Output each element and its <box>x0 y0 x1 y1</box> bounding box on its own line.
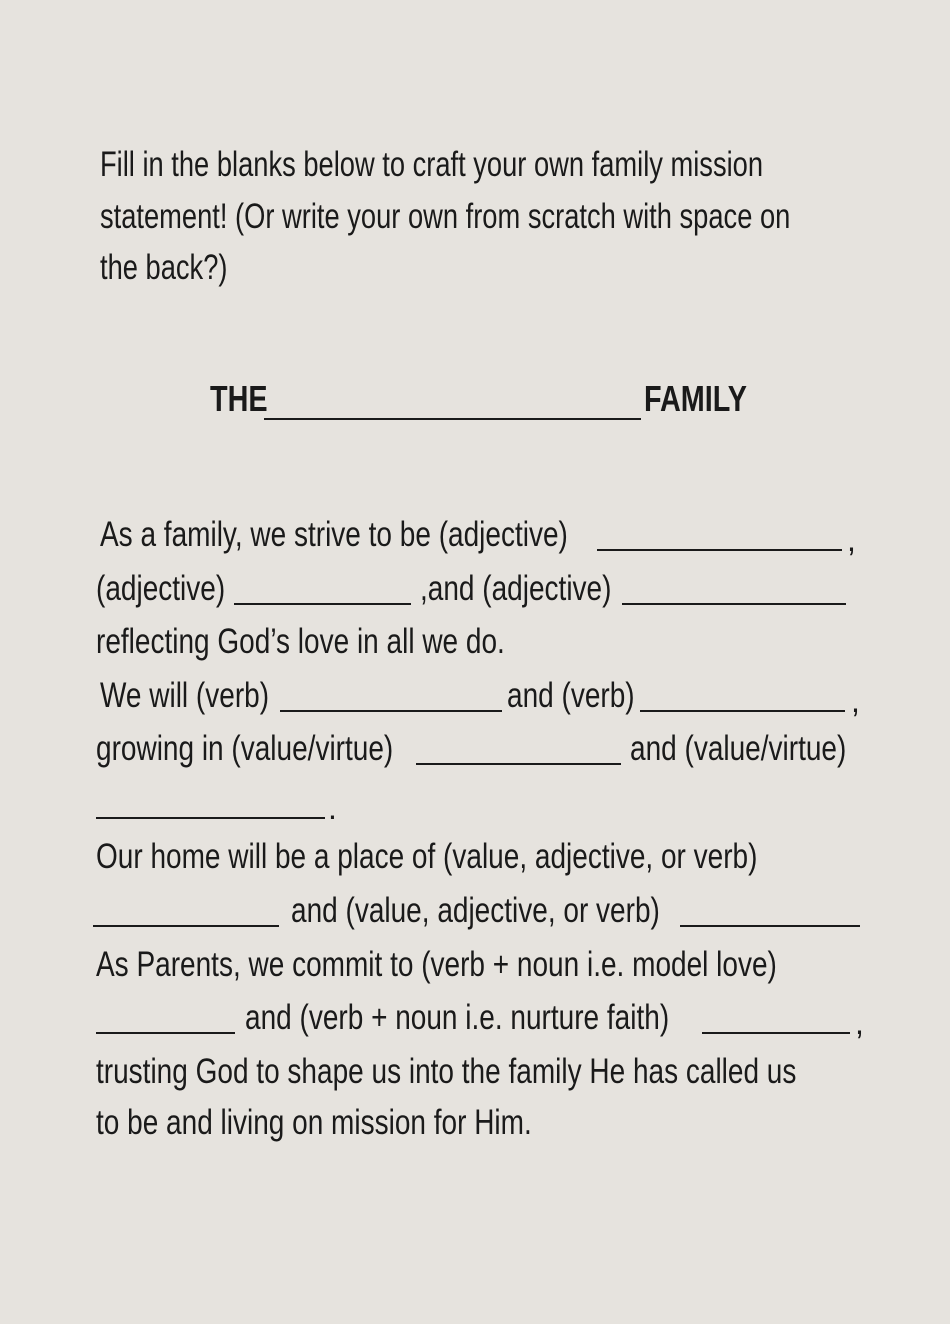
intro-instructions <box>100 139 950 294</box>
statement-line-8: and (value, adjective, or verb) <box>291 891 660 930</box>
statement-line-5a: growing in (value/virtue) <box>96 729 394 768</box>
statement-line-2a: (adjective) <box>96 569 226 608</box>
statement-line-7: Our home will be a place of (value, adjective, or verb) <box>96 837 758 876</box>
intro-line-1: Fill in the blanks below to craft your own family mission <box>100 145 764 184</box>
statement-line-1: As a family, we strive to be (adjective) <box>100 515 568 554</box>
statement-line-12: to be and living on mission for Him. <box>96 1103 532 1142</box>
statement-line-11: trusting God to shape us into the family He has called us <box>96 1052 797 1091</box>
parent-commit-blank-1[interactable] <box>96 1032 235 1034</box>
statement-line-9: As Parents, we commit to (verb + noun i.e. model love) <box>96 945 777 984</box>
title-suffix: FAMILY <box>644 378 747 419</box>
family-name-blank[interactable] <box>264 418 641 420</box>
comma-1: , <box>847 522 856 558</box>
virtue-blank-2[interactable] <box>96 817 325 819</box>
verb-blank-2[interactable] <box>640 710 845 712</box>
parent-commit-blank-2[interactable] <box>702 1032 850 1034</box>
adjective-blank-3[interactable] <box>622 603 846 605</box>
intro-line-2: statement! (Or write your own from scratch with space on <box>100 196 791 236</box>
adjective-blank-2[interactable] <box>234 603 411 605</box>
statement-line-4a: We will (verb) <box>100 676 270 715</box>
comma-2: , <box>851 683 860 719</box>
statement-line-2b: ,and (adjective) <box>420 569 612 608</box>
home-value-blank-1[interactable] <box>93 925 279 927</box>
home-value-blank-2[interactable] <box>680 925 860 927</box>
virtue-blank-1[interactable] <box>416 763 621 765</box>
adjective-blank-1[interactable] <box>597 549 842 551</box>
comma-3: , <box>855 1005 864 1041</box>
title-prefix: THE <box>210 378 268 419</box>
verb-blank-1[interactable] <box>280 710 502 712</box>
family-name-title <box>0 378 950 428</box>
statement-line-3: reflecting God’s love in all we do. <box>96 622 505 661</box>
statement-line-4b: and (verb) <box>507 676 635 715</box>
statement-line-10: and (verb + noun i.e. nurture faith) <box>245 998 670 1037</box>
period-1: . <box>328 790 337 826</box>
intro-line-3: the back?) <box>100 248 228 287</box>
statement-line-5b: and (value/virtue) <box>630 729 847 768</box>
